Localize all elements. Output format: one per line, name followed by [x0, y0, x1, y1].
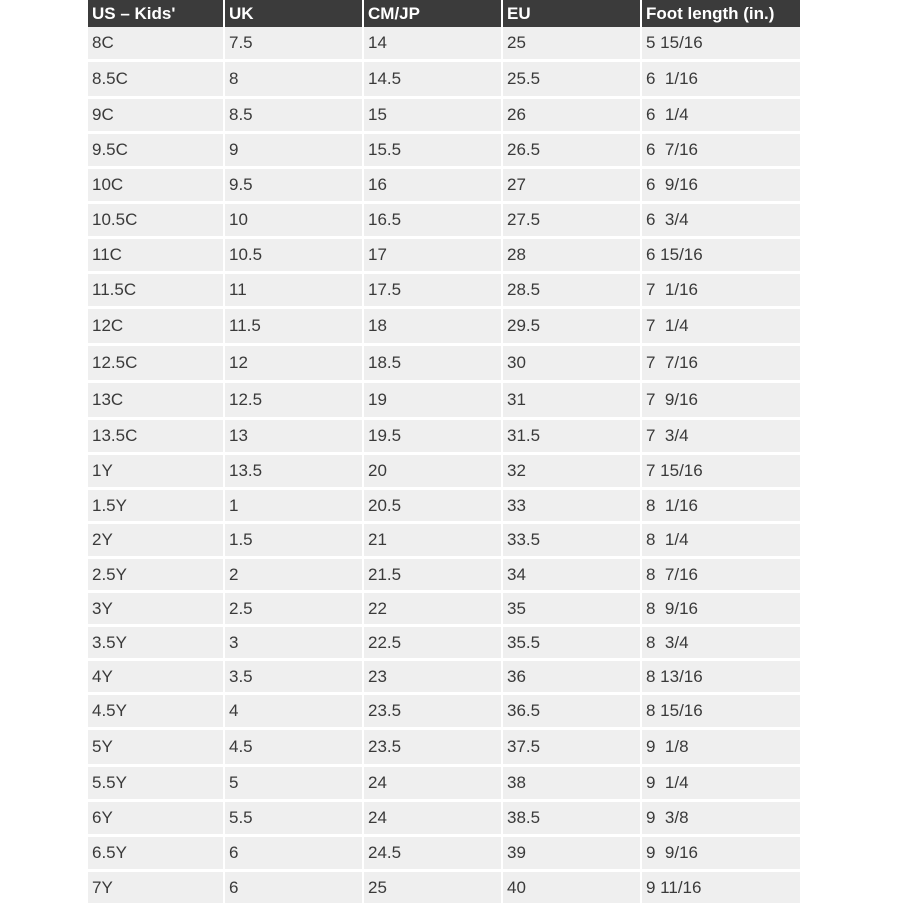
cell-uk: 2.5	[225, 593, 364, 627]
cell-cm-jp: 17.5	[364, 274, 503, 309]
size-chart-container	[88, 0, 800, 906]
header-uk: UK	[225, 0, 364, 27]
cell-eu: 33	[503, 490, 642, 524]
cell-uk: 9.5	[225, 169, 364, 204]
table-row	[88, 872, 800, 906]
header-row	[88, 0, 800, 27]
cell-uk: 8	[225, 62, 364, 99]
cell-eu: 25.5	[503, 62, 642, 99]
cell-us-kids: 3Y	[88, 593, 225, 627]
cell-uk: 3.5	[225, 661, 364, 695]
cell-foot-length: 7 3/4	[642, 420, 800, 455]
cell-cm-jp: 16.5	[364, 204, 503, 239]
cell-us-kids: 12C	[88, 309, 225, 346]
cell-uk: 6	[225, 837, 364, 872]
cell-foot-length: 6 1/4	[642, 99, 800, 134]
cell-cm-jp: 16	[364, 169, 503, 204]
cell-us-kids: 4Y	[88, 661, 225, 695]
cell-foot-length: 7 1/16	[642, 274, 800, 309]
table-row	[88, 239, 800, 274]
cell-uk: 10.5	[225, 239, 364, 274]
cell-us-kids: 5Y	[88, 730, 225, 767]
table-row	[88, 490, 800, 524]
cell-cm-jp: 20	[364, 455, 503, 490]
cell-foot-length: 8 9/16	[642, 593, 800, 627]
cell-eu: 27	[503, 169, 642, 204]
cell-eu: 40	[503, 872, 642, 906]
cell-us-kids: 10.5C	[88, 204, 225, 239]
cell-uk: 13.5	[225, 455, 364, 490]
header-eu: EU	[503, 0, 642, 27]
cell-cm-jp: 18.5	[364, 346, 503, 383]
cell-foot-length: 8 15/16	[642, 695, 800, 730]
cell-eu: 37.5	[503, 730, 642, 767]
cell-eu: 29.5	[503, 309, 642, 346]
cell-cm-jp: 21.5	[364, 559, 503, 593]
cell-foot-length: 6 1/16	[642, 62, 800, 99]
cell-foot-length: 6 3/4	[642, 204, 800, 239]
cell-cm-jp: 20.5	[364, 490, 503, 524]
cell-us-kids: 9C	[88, 99, 225, 134]
cell-foot-length: 9 3/8	[642, 802, 800, 837]
cell-foot-length: 9 9/16	[642, 837, 800, 872]
cell-uk: 5.5	[225, 802, 364, 837]
cell-us-kids: 4.5Y	[88, 695, 225, 730]
cell-cm-jp: 24	[364, 767, 503, 802]
table-row	[88, 627, 800, 661]
cell-us-kids: 8.5C	[88, 62, 225, 99]
cell-cm-jp: 22.5	[364, 627, 503, 661]
cell-cm-jp: 23.5	[364, 695, 503, 730]
cell-eu: 28.5	[503, 274, 642, 309]
cell-cm-jp: 24.5	[364, 837, 503, 872]
cell-eu: 39	[503, 837, 642, 872]
cell-uk: 9	[225, 134, 364, 169]
cell-cm-jp: 15	[364, 99, 503, 134]
cell-eu: 38	[503, 767, 642, 802]
cell-us-kids: 11.5C	[88, 274, 225, 309]
cell-eu: 38.5	[503, 802, 642, 837]
cell-us-kids: 13C	[88, 383, 225, 420]
table-row	[88, 661, 800, 695]
table-row	[88, 730, 800, 767]
cell-uk: 3	[225, 627, 364, 661]
cell-foot-length: 7 9/16	[642, 383, 800, 420]
cell-uk: 2	[225, 559, 364, 593]
cell-eu: 30	[503, 346, 642, 383]
cell-foot-length: 7 15/16	[642, 455, 800, 490]
table-row	[88, 837, 800, 872]
cell-eu: 28	[503, 239, 642, 274]
cell-foot-length: 6 15/16	[642, 239, 800, 274]
cell-us-kids: 11C	[88, 239, 225, 274]
cell-foot-length: 7 1/4	[642, 309, 800, 346]
cell-uk: 5	[225, 767, 364, 802]
table-row	[88, 99, 800, 134]
cell-foot-length: 6 9/16	[642, 169, 800, 204]
table-row	[88, 695, 800, 730]
cell-cm-jp: 24	[364, 802, 503, 837]
cell-us-kids: 9.5C	[88, 134, 225, 169]
table-row	[88, 169, 800, 204]
table-row	[88, 802, 800, 837]
table-row	[88, 455, 800, 490]
cell-cm-jp: 15.5	[364, 134, 503, 169]
cell-eu: 31.5	[503, 420, 642, 455]
cell-us-kids: 12.5C	[88, 346, 225, 383]
table-row	[88, 524, 800, 559]
cell-eu: 36.5	[503, 695, 642, 730]
cell-eu: 32	[503, 455, 642, 490]
cell-uk: 11.5	[225, 309, 364, 346]
table-row	[88, 62, 800, 99]
cell-eu: 36	[503, 661, 642, 695]
size-chart-table	[88, 0, 800, 906]
cell-cm-jp: 18	[364, 309, 503, 346]
cell-cm-jp: 22	[364, 593, 503, 627]
cell-eu: 31	[503, 383, 642, 420]
cell-cm-jp: 19.5	[364, 420, 503, 455]
cell-foot-length: 9 1/4	[642, 767, 800, 802]
cell-uk: 13	[225, 420, 364, 455]
cell-us-kids: 6Y	[88, 802, 225, 837]
table-row	[88, 27, 800, 62]
cell-us-kids: 6.5Y	[88, 837, 225, 872]
table-row	[88, 134, 800, 169]
cell-us-kids: 5.5Y	[88, 767, 225, 802]
cell-uk: 8.5	[225, 99, 364, 134]
cell-cm-jp: 14	[364, 27, 503, 62]
cell-cm-jp: 23	[364, 661, 503, 695]
cell-us-kids: 7Y	[88, 872, 225, 906]
cell-uk: 12.5	[225, 383, 364, 420]
cell-uk: 12	[225, 346, 364, 383]
header-cm-jp: CM/JP	[364, 0, 503, 27]
table-row	[88, 593, 800, 627]
table-row	[88, 309, 800, 346]
cell-cm-jp: 19	[364, 383, 503, 420]
table-row	[88, 346, 800, 383]
header-us-kids: US – Kids'	[88, 0, 225, 27]
header-foot-length: Foot length (in.)	[642, 0, 800, 27]
cell-foot-length: 8 1/16	[642, 490, 800, 524]
cell-cm-jp: 23.5	[364, 730, 503, 767]
cell-foot-length: 8 7/16	[642, 559, 800, 593]
table-row	[88, 767, 800, 802]
cell-us-kids: 10C	[88, 169, 225, 204]
cell-us-kids: 8C	[88, 27, 225, 62]
cell-uk: 7.5	[225, 27, 364, 62]
cell-foot-length: 8 1/4	[642, 524, 800, 559]
cell-eu: 25	[503, 27, 642, 62]
table-row	[88, 383, 800, 420]
cell-cm-jp: 21	[364, 524, 503, 559]
cell-us-kids: 13.5C	[88, 420, 225, 455]
cell-cm-jp: 14.5	[364, 62, 503, 99]
cell-cm-jp: 17	[364, 239, 503, 274]
cell-uk: 4	[225, 695, 364, 730]
cell-us-kids: 2.5Y	[88, 559, 225, 593]
cell-foot-length: 5 15/16	[642, 27, 800, 62]
cell-foot-length: 7 7/16	[642, 346, 800, 383]
table-row	[88, 420, 800, 455]
cell-cm-jp: 25	[364, 872, 503, 906]
cell-uk: 6	[225, 872, 364, 906]
cell-uk: 1	[225, 490, 364, 524]
cell-uk: 11	[225, 274, 364, 309]
table-body	[88, 27, 800, 906]
table-row	[88, 274, 800, 309]
cell-foot-length: 9 1/8	[642, 730, 800, 767]
table-row	[88, 559, 800, 593]
cell-foot-length: 6 7/16	[642, 134, 800, 169]
cell-foot-length: 8 13/16	[642, 661, 800, 695]
cell-eu: 27.5	[503, 204, 642, 239]
table-row	[88, 204, 800, 239]
cell-foot-length: 9 11/16	[642, 872, 800, 906]
cell-eu: 33.5	[503, 524, 642, 559]
cell-eu: 34	[503, 559, 642, 593]
cell-eu: 35	[503, 593, 642, 627]
cell-uk: 1.5	[225, 524, 364, 559]
cell-us-kids: 1Y	[88, 455, 225, 490]
cell-us-kids: 1.5Y	[88, 490, 225, 524]
cell-uk: 10	[225, 204, 364, 239]
cell-eu: 26.5	[503, 134, 642, 169]
cell-eu: 35.5	[503, 627, 642, 661]
cell-foot-length: 8 3/4	[642, 627, 800, 661]
cell-eu: 26	[503, 99, 642, 134]
cell-us-kids: 3.5Y	[88, 627, 225, 661]
cell-us-kids: 2Y	[88, 524, 225, 559]
cell-uk: 4.5	[225, 730, 364, 767]
